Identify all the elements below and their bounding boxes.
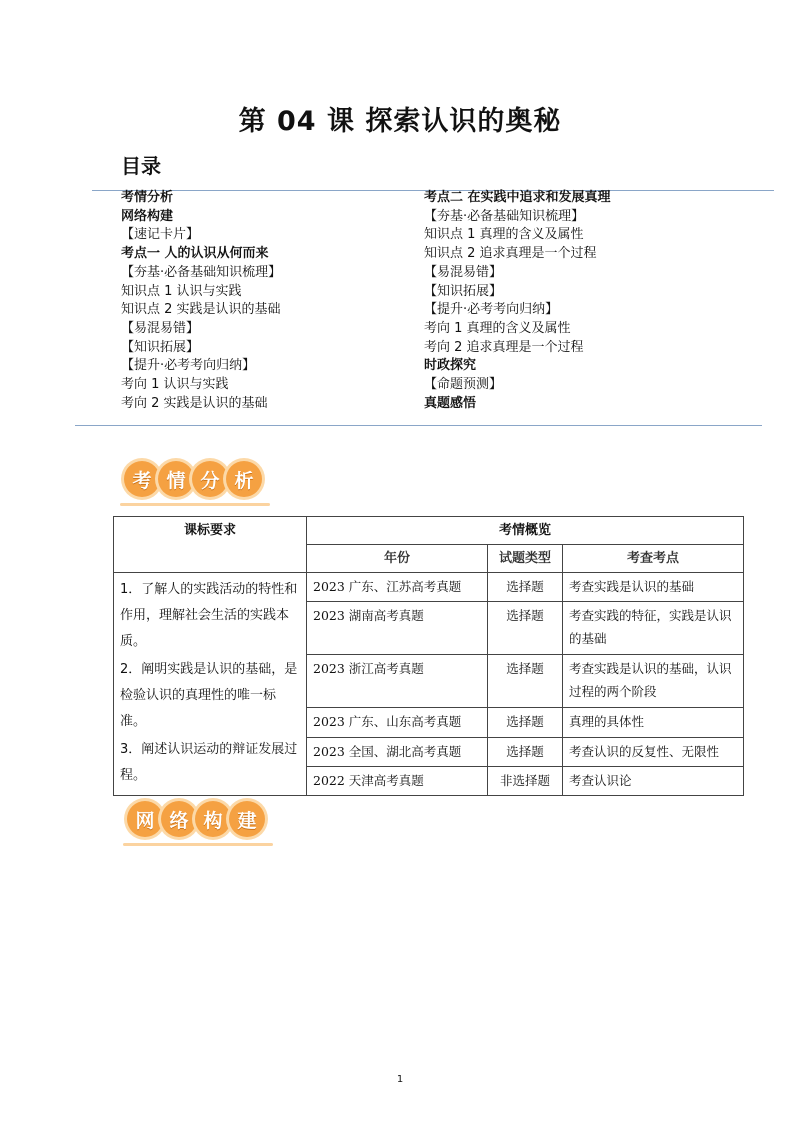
- toc-item: 知识点 2 追求真理是一个过程: [424, 246, 597, 262]
- toc-item: 考向 2 实践是认识的基础: [121, 395, 268, 411]
- toc-item: 考点一 人的认识从何而来: [121, 246, 269, 262]
- toc-item: 【易混易错】: [424, 264, 503, 280]
- toc-item: 真题感悟: [424, 395, 477, 411]
- badge-char: 构: [195, 801, 231, 837]
- header-point: 考查考点: [563, 545, 744, 573]
- cell-point: 真理的具体性: [563, 708, 744, 737]
- section-badge-exam-analysis: [124, 461, 260, 497]
- toc-left-column: [121, 189, 281, 413]
- toc-heading: 目录: [121, 154, 161, 178]
- cell-type: 选择题: [488, 708, 563, 737]
- badge-char: 建: [229, 801, 265, 837]
- cell-year: 2023 广东、山东高考真题: [307, 708, 488, 737]
- cell-type: 选择题: [488, 573, 563, 602]
- cell-type: 选择题: [488, 655, 563, 708]
- toc-bottom-rule: [75, 425, 762, 426]
- toc-item: 考向 2 追求真理是一个过程: [424, 339, 584, 355]
- toc-item: 【命题预测】: [424, 377, 503, 393]
- badge-char: 络: [161, 801, 197, 837]
- toc-item: 【提升·必考考向归纳】: [424, 302, 559, 318]
- cell-point: 考查认识的反复性、无限性: [563, 737, 744, 766]
- page-title: 第 04 课 探索认识的奥秘: [238, 106, 562, 137]
- cell-point: 考查认识论: [563, 766, 744, 795]
- page-number: 1: [396, 1074, 404, 1085]
- toc-item: 时政探究: [424, 358, 477, 374]
- toc-item: 考点二 在实践中追求和发展真理: [424, 190, 611, 205]
- header-type: 试题类型: [488, 545, 563, 573]
- cell-type: 选择题: [488, 602, 563, 655]
- exam-table: [113, 516, 744, 796]
- cell-year: 2023 湖南高考真题: [307, 602, 488, 655]
- toc-item: 知识点 1 认识与实践: [121, 283, 242, 299]
- cell-year: 2023 浙江高考真题: [307, 655, 488, 708]
- section-badge-network: [127, 801, 263, 837]
- toc-item: 【速记卡片】: [121, 227, 200, 243]
- badge-char: 析: [226, 461, 262, 497]
- badge-char: 情: [158, 461, 194, 497]
- requirement-item: 3．阐述认识运动的辩证发展过程。: [120, 742, 298, 783]
- cell-year: 2023 广东、江苏高考真题: [307, 573, 488, 602]
- toc-item: 考向 1 认识与实践: [121, 377, 229, 393]
- cell-point: 考查实践是认识的基础: [563, 573, 744, 602]
- badge-char: 网: [127, 801, 163, 837]
- cell-year: 2022 天津高考真题: [307, 766, 488, 795]
- header-requirements: 课标要求: [114, 517, 307, 573]
- badge-underline: [120, 503, 270, 506]
- requirements-cell: [114, 573, 307, 796]
- cell-year: 2023 全国、湖北高考真题: [307, 737, 488, 766]
- requirement-item: 1．了解人的实践活动的特性和作用，理解社会生活的实践本质。: [120, 582, 298, 649]
- header-year: 年份: [307, 545, 488, 573]
- badge-underline: [123, 843, 273, 846]
- toc-item: 网络构建: [121, 208, 174, 224]
- toc-right-column: [424, 189, 611, 413]
- cell-point: 考查实践的特征，实践是认识的基础: [563, 602, 744, 655]
- toc-item: 知识点 2 实践是认识的基础: [121, 302, 281, 318]
- toc-item: 知识点 1 真理的含义及属性: [424, 227, 584, 243]
- toc-item: 【提升·必考考向归纳】: [121, 358, 256, 374]
- toc-item: 【夯基·必备基础知识梳理】: [121, 264, 282, 280]
- badge-char: 分: [192, 461, 228, 497]
- header-overview: 考情概览: [307, 517, 744, 545]
- table-row: [114, 573, 744, 602]
- badge-char: 考: [124, 461, 160, 497]
- toc-item: 【夯基·必备基础知识梳理】: [424, 208, 585, 224]
- cell-type: 非选择题: [488, 766, 563, 795]
- toc-item: 考情分析: [121, 190, 174, 205]
- requirement-item: 2．阐明实践是认识的基础，是检验认识的真理性的唯一标准。: [120, 662, 298, 729]
- toc-item: 【知识拓展】: [424, 283, 503, 299]
- cell-point: 考查实践是认识的基础，认识过程的两个阶段: [563, 655, 744, 708]
- toc-item: 考向 1 真理的含义及属性: [424, 320, 571, 336]
- cell-type: 选择题: [488, 737, 563, 766]
- toc-item: 【易混易错】: [121, 320, 200, 336]
- toc-item: 【知识拓展】: [121, 339, 200, 355]
